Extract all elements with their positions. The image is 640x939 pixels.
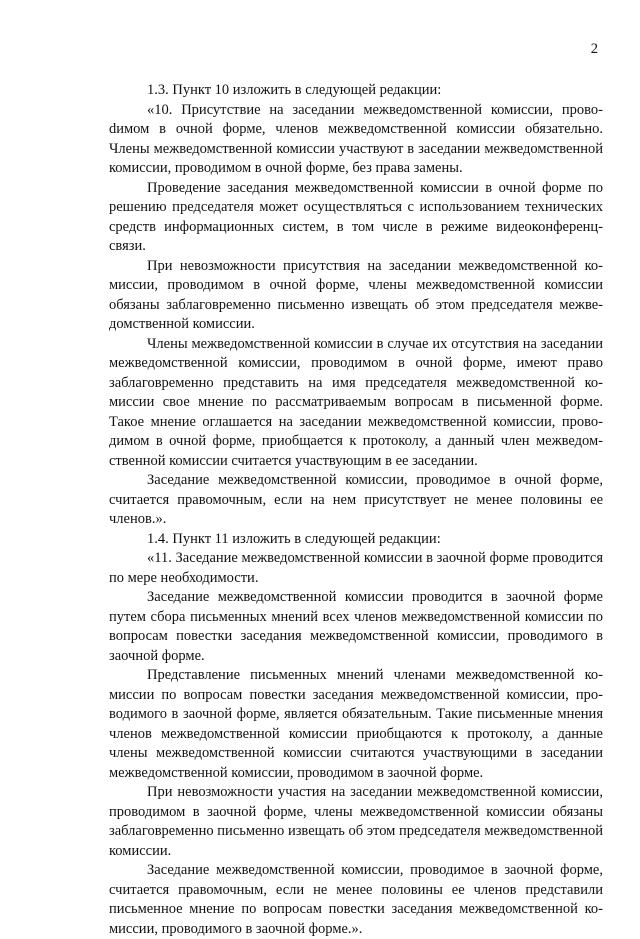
paragraph-1-4-heading: 1.4. Пункт 11 изложить в следующей редакции: [147,530,441,547]
document-body [109,81,603,939]
paragraph-video-conference: Проведение заседания межведомственной комиссии в очной форме по решению председателя может осуществляться с использованием технических средств информационных систем, в том числе в режиме видеоконференц-связи. [109,179,603,254]
paragraph-mandatory-opinions: Представление письменных мнений членами межведомственной комиссии по вопросам повестки заседания межведомственной комиссии, проводимого в заочной форме, является обязательным. Такие письменные мнения членов межведомственной комиссии приобщаются к протоколу, а данные члены межведомственной комиссии считаются участвующими в заседании межведомственной комиссии, проводимом в заочной форме. [109,667,603,781]
paragraph-written-opinion: Члены межведомственной комиссии в случае их отсутствия на заседании межведомственной комиссии, проводимом в очной форме, имеют право заблаговременно представить на имя председателя межведомственной комиссии свое мнение по рассматриваемым вопросам в письменной форме. Такое мнение оглашается на заседании межведомственной комиссии, проводимом в очной форме, приобщается к протоколу, а данный член межведомственной комиссии считается участвующим в ее заседании. [109,335,603,469]
page-number: 2 [590,41,598,57]
paragraph-1-3-heading: 1.3. Пункт 10 изложить в следующей редакции: [147,82,442,98]
paragraph-quorum-in-person: Заседание межведомственной комиссии, проводимое в очной форме, считается правомочным, если на нем присутствует не менее половины ее членов.». [109,472,603,527]
paragraph-absentee-notice: При невозможности участия на заседании межведомственной комиссии, проводимом в заочной форме, члены межведомственной комиссии обязаны заблаговременно письменно извещать об этом председателя межведомственной комиссии. [109,784,603,859]
paragraph-11-absentee-meeting: «11. Заседание межведомственной комиссии в заочной форме проводится по мере необходимости. [109,550,603,586]
paragraph-quorum-absentee: Заседание межведомственной комиссии, проводимое в заочной форме, считается правомочным, если не менее половины ее членов представили письменное мнение по вопросам повестки заседания межведомственной комиссии, проводимого в заочной форме.». [109,862,603,937]
paragraph-10-attendance: «10. Присутствие на заседании межведомственной комиссии, провоdимом в очной форме, членов межведомственной комиссии обязательно. Члены межведомственной комиссии участвуют в заседании межведомственной комиссии, проводимом в очной форме, без права замены. [109,101,603,176]
paragraph-absence-notice: При невозможности присутствия на заседании межведомственной комиссии, проводимом в очной форме, члены межведомственной комиссии обязаны заблаговременно письменно извещать об этом председателя межведомственной комиссии. [109,257,603,332]
paragraph-opinion-collection: Заседание межведомственной комиссии проводится в заочной форме путем сбора письменных мнений всех членов межведомственной комиссии по вопросам повестки заседания межведомственной комиссии, проводимого в заочной форме. [109,589,603,664]
